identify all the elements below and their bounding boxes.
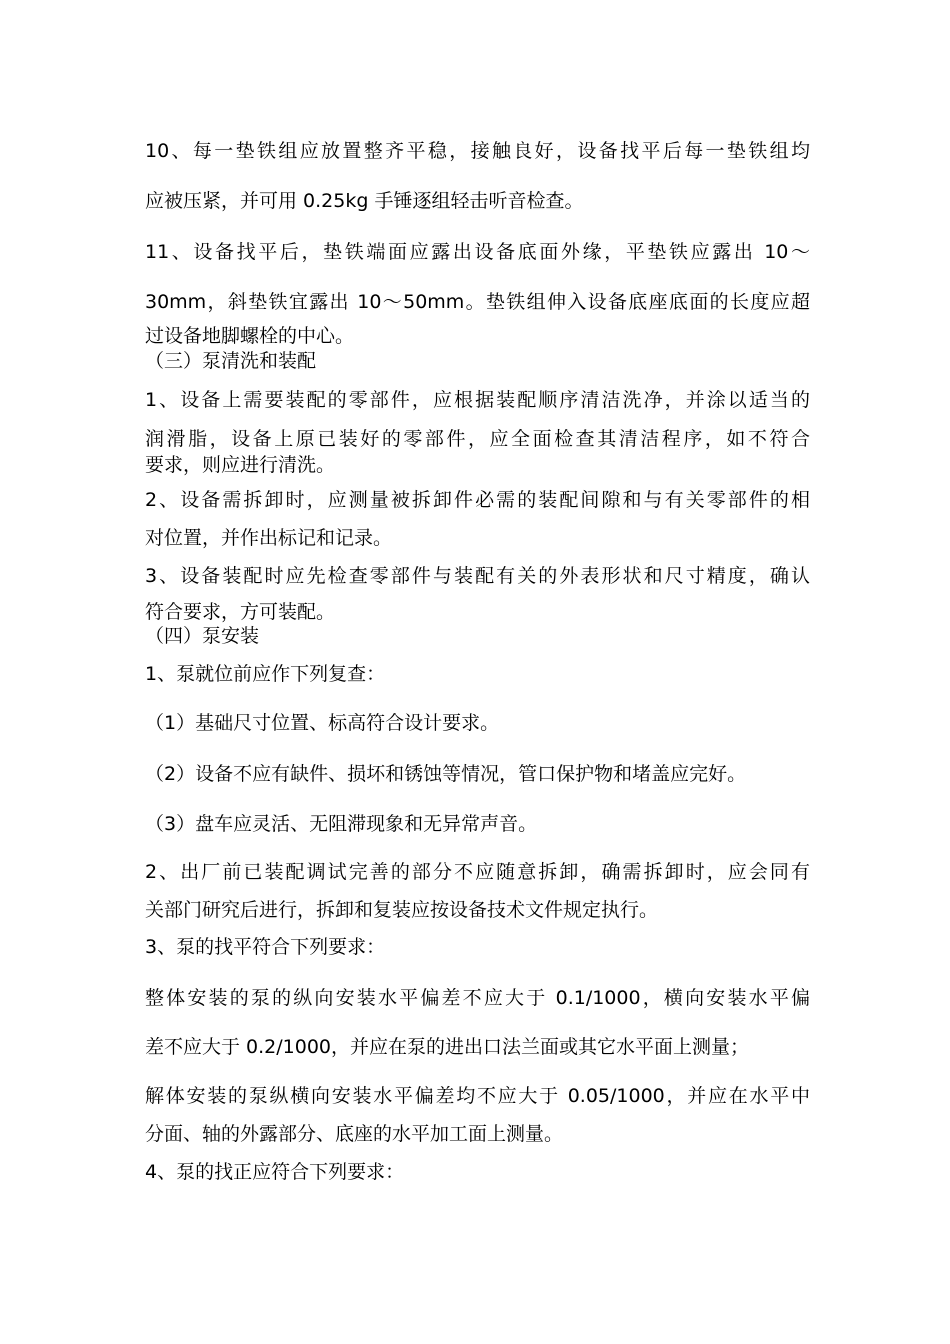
text-line: 应被压紧，并可用 0.25kg 手锤逐组轻击听音检查。 (145, 190, 584, 212)
section-heading: （四）泵安装 (145, 625, 260, 647)
text-line: 4、泵的找正应符合下列要求： (145, 1161, 405, 1183)
text-line: （3）盘车应灵活、无阻滞现象和无异常声音。 (145, 813, 538, 835)
text-line: 11、设备找平后，垫铁端面应露出设备底面外缘，平垫铁应露出 10～ (145, 241, 810, 263)
text-line: 对位置，并作出标记和记录。 (145, 527, 393, 549)
text-line: 分面、轴的外露部分、底座的水平加工面上测量。 (145, 1123, 564, 1145)
text-line: 关部门研究后进行，拆卸和复装应按设备技术文件规定执行。 (145, 899, 659, 921)
text-line: 3、设备装配时应先检查零部件与装配有关的外表形状和尺寸精度，确认 (145, 565, 810, 587)
text-line: （2）设备不应有缺件、损坏和锈蚀等情况，管口保护物和堵盖应完好。 (145, 763, 747, 785)
text-line: 解体安装的泵纵横向安装水平偏差均不应大于 0.05/1000，并应在水平中 (145, 1085, 810, 1107)
text-line: 2、设备需拆卸时，应测量被拆卸件必需的装配间隙和与有关零部件的相 (145, 489, 810, 511)
text-line: 1、设备上需要装配的零部件，应根据装配顺序清洁洗净，并涂以适当的 (145, 389, 810, 411)
text-line: 润滑脂，设备上原已装好的零部件，应全面检查其清洁程序，如不符合 (145, 428, 810, 450)
text-line: 10、每一垫铁组应放置整齐平稳，接触良好，设备找平后每一垫铁组均 (145, 140, 810, 162)
text-line: 过设备地脚螺栓的中心。 (145, 325, 355, 347)
text-line: 2、出厂前已装配调试完善的部分不应随意拆卸，确需拆卸时，应会同有 (145, 861, 810, 883)
text-line: 30mm，斜垫铁宜露出 10～50mm。垫铁组伸入设备底座底面的长度应超 (145, 291, 810, 313)
text-line: 要求，则应进行清洗。 (145, 454, 336, 476)
text-line: （1）基础尺寸位置、标高符合设计要求。 (145, 712, 500, 734)
section-heading: （三）泵清洗和装配 (145, 350, 317, 372)
text-line: 差不应大于 0.2/1000，并应在泵的进出口法兰面或其它水平面上测量； (145, 1036, 750, 1058)
text-line: 整体安装的泵的纵向安装水平偏差不应大于 0.1/1000，横向安装水平偏 (145, 987, 810, 1009)
text-line: 1、泵就位前应作下列复查： (145, 663, 386, 685)
text-line: 3、泵的找平符合下列要求： (145, 936, 386, 958)
text-line: 符合要求，方可装配。 (145, 601, 336, 623)
